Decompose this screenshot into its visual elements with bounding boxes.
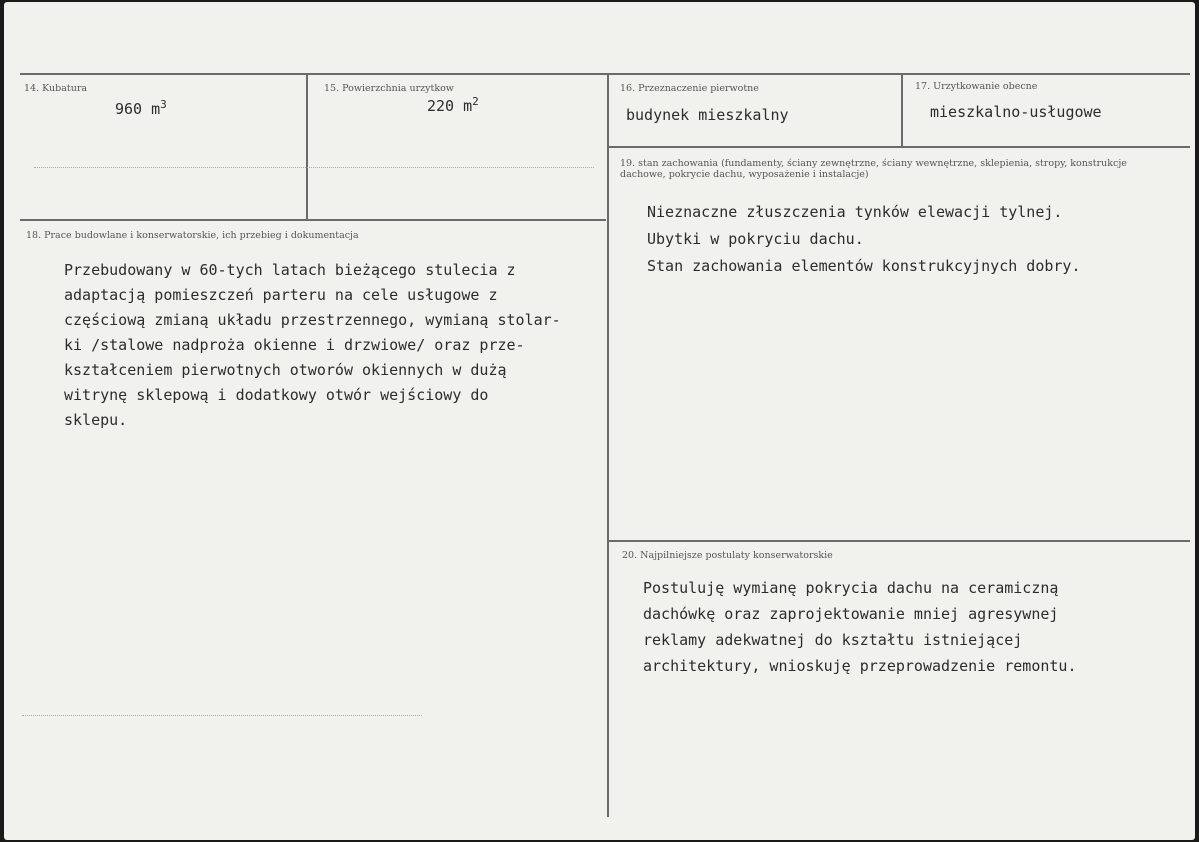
field-18-text (64, 258, 561, 433)
text-line: ki /stalowe nadproża okienne i drzwiowe/ oraz prze- (64, 336, 525, 354)
rule-under-16-17 (609, 146, 1190, 148)
divider-14-15 (306, 73, 308, 221)
text-line: sklepu. (64, 411, 128, 429)
text-line: Postuluję wymianę pokrycia dachu na ceramiczną (643, 579, 1059, 597)
field-16-label: 16. Przeznaczenie pierwotne (620, 83, 759, 94)
field-20-label: 20. Najpilniejsze postulaty konserwatorskie (622, 550, 833, 561)
top-rule (20, 73, 1190, 75)
guide-line (34, 167, 594, 169)
field-19-label: 19. stan zachowania (fundamenty, ściany zewnętrzne, ściany wewnętrzne, sklepienia, stropy, konstrukcje dachowe, pokrycie dachu, wyposażenie i instalacje) (620, 158, 1127, 180)
text-line: adaptacją pomieszczeń parteru na cele usługowe z (64, 286, 498, 304)
inventory-card (4, 2, 1195, 840)
text-line: Stan zachowania elementów konstrukcyjnych dobry. (647, 257, 1081, 275)
rule-under-15 (20, 219, 606, 221)
text-line: witrynę sklepową i dodatkowy otwór wejściowy do (64, 386, 489, 404)
field-19-text (647, 199, 1080, 280)
text-line: Nieznaczne złuszczenia tynków elewacji tylnej. (647, 203, 1063, 221)
field-20-text (643, 575, 1076, 679)
field-15-label: 15. Powierzchnia urzytkow (324, 83, 454, 94)
field-14-unit-exponent: 3 (160, 98, 167, 111)
field-14-label: 14. Kubatura (24, 83, 88, 94)
field-14-number: 960 m (115, 100, 161, 118)
text-line: Ubytki w pokryciu dachu. (647, 230, 864, 248)
field-15-value (427, 94, 479, 114)
guide-line (22, 715, 422, 717)
text-line: Przebudowany w 60-tych latach bieżącego stulecia z (64, 261, 516, 279)
divider-center (607, 73, 609, 817)
rule-above-20 (609, 540, 1190, 542)
field-18-label: 18. Prace budowlane i konserwatorskie, ich przebieg i dokumentacja (26, 230, 359, 241)
text-line: dachówkę oraz zaprojektowanie mniej agresywnej (643, 605, 1059, 623)
field-16-value: budynek mieszkalny (626, 106, 789, 124)
text-line: architektury, wnioskuję przeprowadzenie remontu. (643, 657, 1077, 675)
field-14-value (115, 97, 167, 117)
field-17-label: 17. Urzytkowanie obecne (915, 81, 1038, 92)
field-15-unit-exponent: 2 (472, 95, 479, 108)
text-line: kształceniem pierwotnych otworów okiennych w dużą (64, 361, 507, 379)
field-17-value: mieszkalno-usługowe (930, 103, 1102, 121)
field-15-number: 220 m (427, 97, 473, 115)
divider-16-17 (901, 73, 903, 148)
text-line: częściową zmianą układu przestrzennego, wymianą stolar- (64, 311, 561, 329)
text-line: reklamy adekwatnej do kształtu istniejącej (643, 631, 1023, 649)
